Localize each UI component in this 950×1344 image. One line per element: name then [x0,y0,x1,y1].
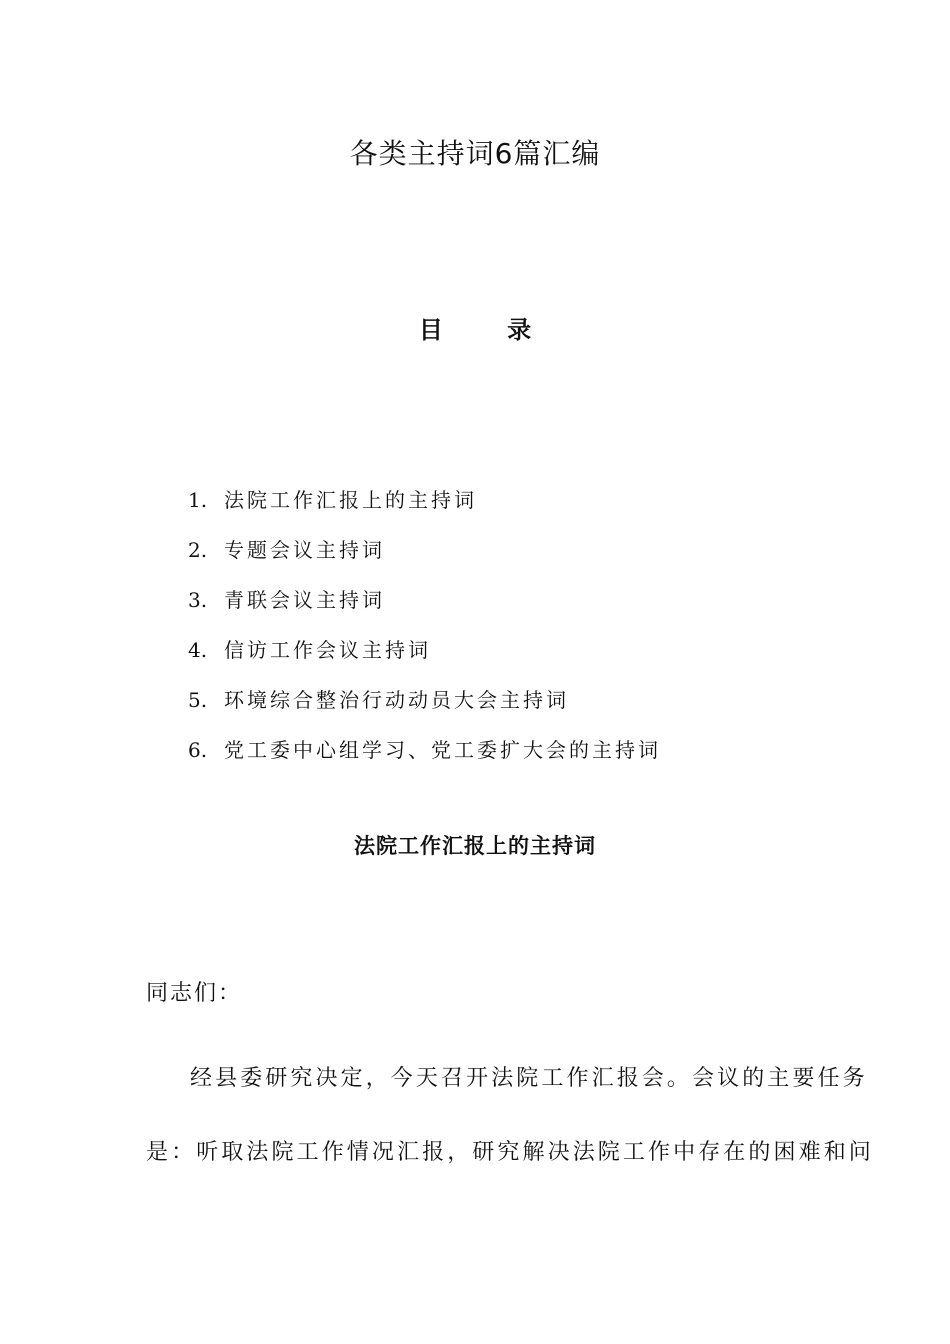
table-of-contents [188,480,661,780]
toc-item-number: 1. [188,488,208,512]
toc-item-number: 6. [188,738,208,762]
toc-item-label: 环境综合整治行动动员大会主持词 [224,688,569,712]
toc-item-2 [188,530,661,580]
document-title: 各类主持词6篇汇编 [349,137,601,170]
section-title: 法院工作汇报上的主持词 [354,834,596,858]
toc-item-label: 党工委中心组学习、党工委扩大会的主持词 [224,738,661,762]
toc-item-number: 2. [188,538,208,562]
paragraph-line: 是：听取法院工作情况汇报，研究解决法院工作中存在的困难和问 [146,1140,874,1165]
toc-item-label: 法院工作汇报上的主持词 [224,488,477,512]
toc-heading: 目 录 [418,316,560,344]
toc-item-number: 5. [188,688,208,712]
toc-item-4 [188,630,661,680]
toc-item-number: 4. [188,638,208,662]
toc-item-number: 3. [188,588,208,612]
toc-item-5 [188,680,661,730]
paragraph-line: 经县委研究决定，今天召开法院工作汇报会。会议的主要任务 [190,1066,868,1091]
toc-item-6 [188,730,661,780]
toc-item-3 [188,580,661,630]
toc-item-label: 专题会议主持词 [224,538,385,562]
toc-item-1 [188,480,661,530]
toc-item-label: 青联会议主持词 [224,588,385,612]
toc-item-label: 信访工作会议主持词 [224,638,431,662]
greeting: 同志们： [146,981,243,1006]
